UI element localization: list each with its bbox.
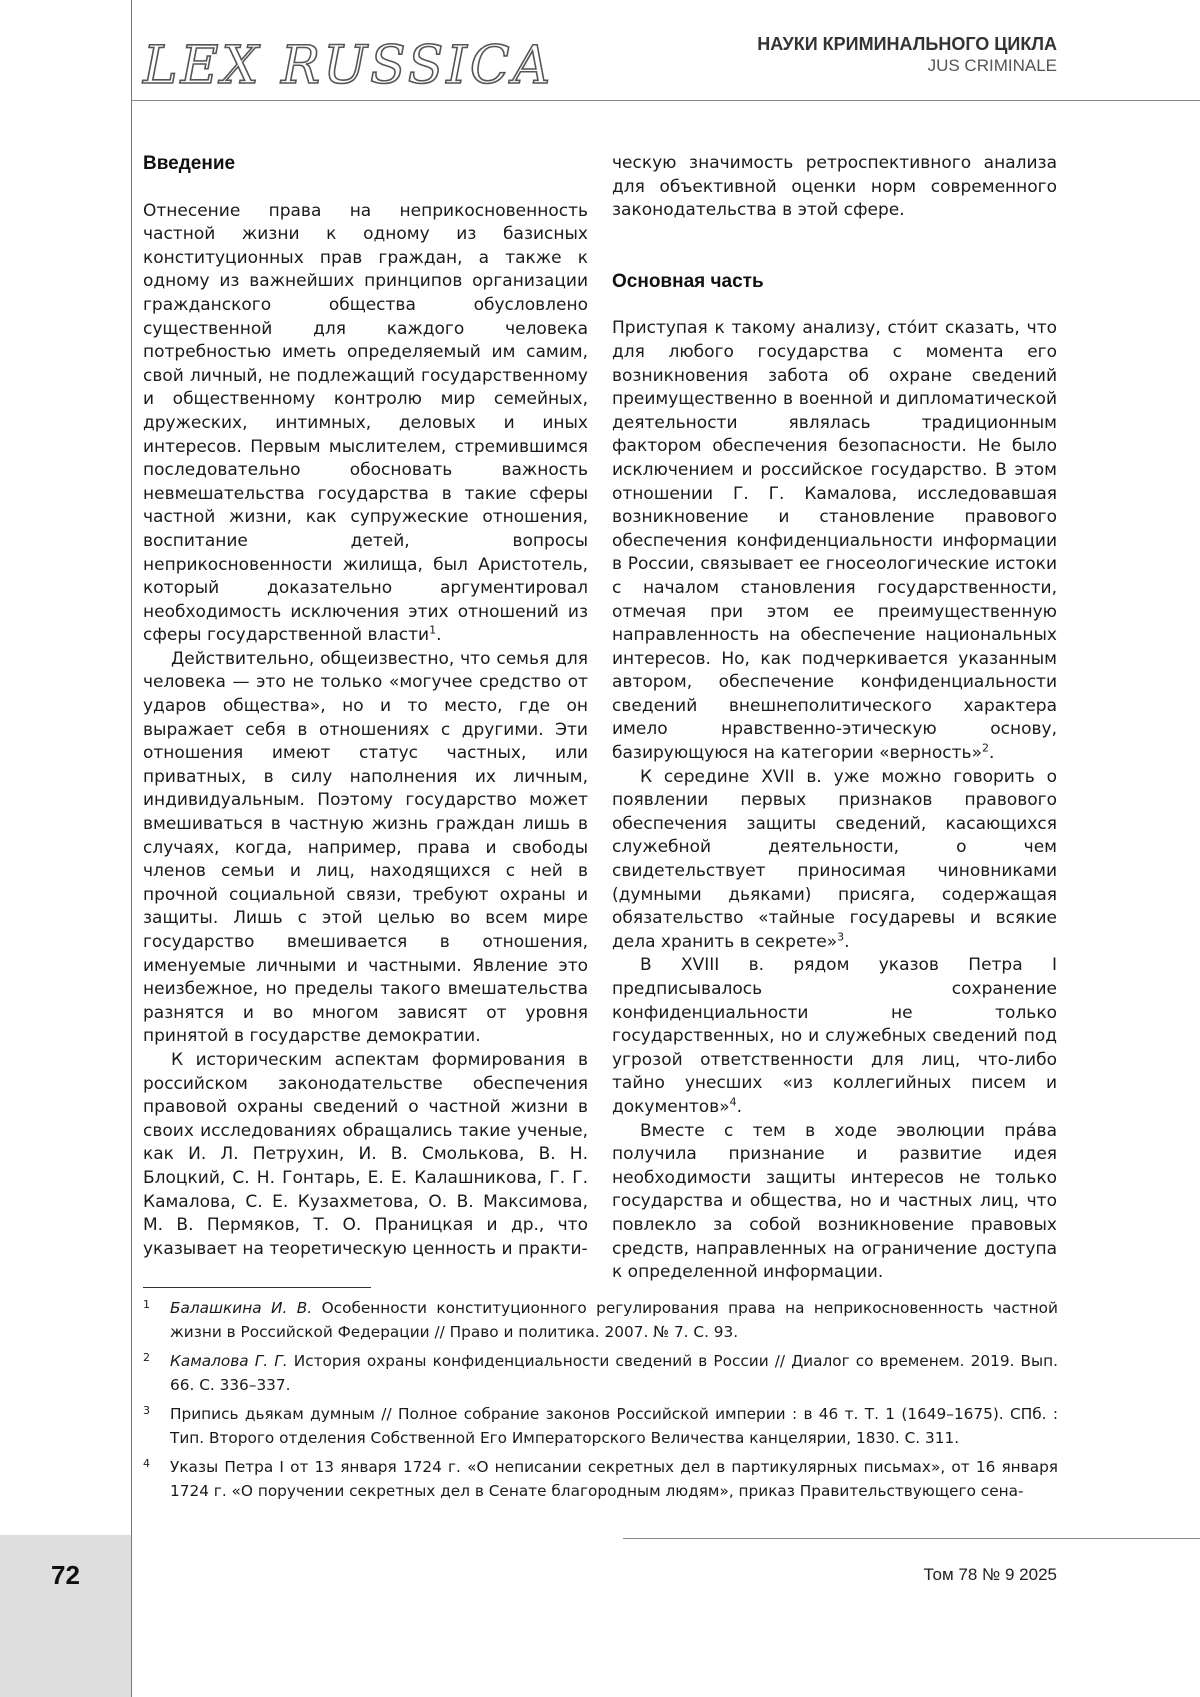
section-title-latin: JUS CRIMINALE: [927, 56, 1057, 75]
left-column: [143, 152, 588, 1261]
journal-logo: LEX RUSSICA: [143, 36, 554, 96]
left-margin-bar: [0, 0, 132, 1697]
footnote-number: 3: [143, 1404, 150, 1417]
footnote-number: 2: [143, 1351, 150, 1364]
paragraph: Вместе с тем в ходе эволюции пра́ва получила признание и развитие идея необходимости защиты интересов не только государства и общества, но и частных лиц, что повлекло за собой возникновение правовых средств, направленных на ограничение доступа к определенной информации.: [612, 1120, 1057, 1283]
footnote-ref[interactable]: 3: [837, 930, 845, 944]
footnote: [143, 1296, 1058, 1344]
paragraph: К историческим аспектам формирования в российском законодательстве обеспечения правовой охраны сведений о частной жизни в своих исследованиях обращались такие ученые, как И. Л. Петрухин, И. В. Смолькова, В. Н. Блоцкий, С. Н. Гонтарь, Е. Е. Калашникова, Г. Г. Камалова, С. Е. Кузахметова, О. В. Максимова, М. В. Пермяков, Т. О. Праницкая и др., что указывает на теоретическую ценность и практи-: [143, 1049, 588, 1259]
footnote-text: Припись дьякам думным // Полное собрание законов Российской империи : в 46 т. Т. 1 (1649–1675). СПб. : Тип. Второго отделения Собственной Его Императорского Величества канцелярии, 1830. С. 311.: [170, 1405, 1058, 1447]
footnote-text: История охраны конфиденциальности сведений в России // Диалог со временем. 2019. Вып. 66. С. 336–337.: [170, 1352, 1058, 1394]
section-title: НАУКИ КРИМИНАЛЬНОГО ЦИКЛА: [757, 34, 1057, 54]
footnote-text: Особенности конституционного регулирования права на неприкосновенность частной жизни в Российской Федерации // Право и политика. 2007. № 7. С. 93.: [170, 1299, 1058, 1341]
main-heading: Основная часть: [612, 270, 764, 292]
intro-heading: Введение: [143, 153, 236, 174]
footnote-ref[interactable]: 2: [981, 741, 989, 755]
footnote: [143, 1455, 1058, 1503]
footnote-ref[interactable]: 1: [429, 623, 437, 637]
footnote-author: Балашкина И. В.: [170, 1299, 313, 1317]
paragraph: В XVIII в. рядом указов Петра I предписывалось сохранение конфиденциальности не только государственных, но и служебных сведений под угрозой ответственности для лиц, что-либо тайно унесших «из коллегийных писем и документов»$^4$.: [612, 955, 1057, 1117]
footnotes: [143, 1296, 1058, 1508]
paragraph: Действительно, общеизвестно, что семья для человека — это не только «могучее средство от ударов общества», но и то место, где он выражает себя в отношениях с другими. Эти отношения имеют статус частных, или приватных, в силу наполнения их личным, индивидуальным. Поэтому государство может вмешиваться в частную жизнь граждан лишь в случаях, когда, например, права и свободы членов семьи и лиц, находящихся с ней в прочной социальной связи, требуют охраны и защиты. Лишь с этой целью во всем мире государство вмешивается в отношения, именуемые личными и частными. Явление это неизбежное, но пределы такого вмешательства разнятся и во многом зависят от уровня принятой в государстве демократии.: [143, 648, 588, 1047]
footnote-text: Указы Петра I от 13 января 1724 г. «О неписании секретных дел в партикулярных письмах», от 16 января 1724 г. «О поручении секретных дел в Сенате благородным людям», приказ Правительствующего сена-: [170, 1458, 1058, 1500]
footnote: [143, 1349, 1058, 1397]
footnote-author: Камалова Г. Г.: [170, 1352, 288, 1370]
header-divider: [131, 100, 1200, 101]
paragraph: К середине XVII в. уже можно говорить о появлении первых признаков правового обеспечения защиты сведений, касающихся служебной деятельности, о чем свидетельствует приносимая чиновниками (думными дьяками) присяга, содержащая обязательство «тайные государевы и всякие дела хранить в секрете»$^3$.: [612, 766, 1057, 952]
paragraph: Приступая к такому анализу, сто́ит сказать, что для любого государства с момента его возникновения забота об охране сведений преимущественно в военной и дипломатической деятельности являлась традиционным фактором обеспечения безопасности. Не было исключением и российское государство. В этом отношении Г. Г. Камалова, исследовавшая возникновение и становление правового обеспечения конфиденциальности информации в России, связывает ее гносеологические истоки с началом становления государственности, отмечая при этом ее преимущественную направленность на обеспечение национальных интересов. Но, как подчеркивается указанным автором, обеспечение конфиденциальности сведений внешнеполитического характера имело нравственно-этическую основу, базирующуюся на категории «верность»$^2$.: [612, 318, 1057, 764]
paragraph: Отнесение права на неприкосновенность частной жизни к одному из базисных конституционных прав граждан, а также к одному из важнейших принципов организации гражданского общества обусловлено существенной для каждого человека потребностью иметь определяемый им самим, свой личный, не подлежащий государственному и общественному контролю мир семейных, дружеских, интимных, деловых и иных интересов. Первым мыслителем, стремившимся последовательно обосновать важность невмешательства государства в такие сферы частной жизни, как супружеские отношения, воспитание детей, вопросы неприкосновенности жилища, был Аристотель, который доказательно аргументировал необходимость исключения этих отношений из сферы государственной власти$^1$.: [143, 200, 588, 646]
footnote-number: 4: [143, 1457, 150, 1470]
footnote-number: 1: [143, 1298, 150, 1311]
right-column: [612, 152, 1057, 1285]
footer-divider: [623, 1538, 1200, 1539]
footnote-ref[interactable]: 4: [729, 1095, 737, 1109]
paragraph: ческую значимость ретроспективного анализа для объективной оценки норм современного законодательства в этой сфере.: [612, 153, 1057, 221]
issue-info: Том 78 № 9 2025: [923, 1565, 1057, 1584]
footnote-divider: [143, 1287, 371, 1288]
footnote: [143, 1402, 1058, 1450]
page-number: 72: [51, 1560, 80, 1590]
